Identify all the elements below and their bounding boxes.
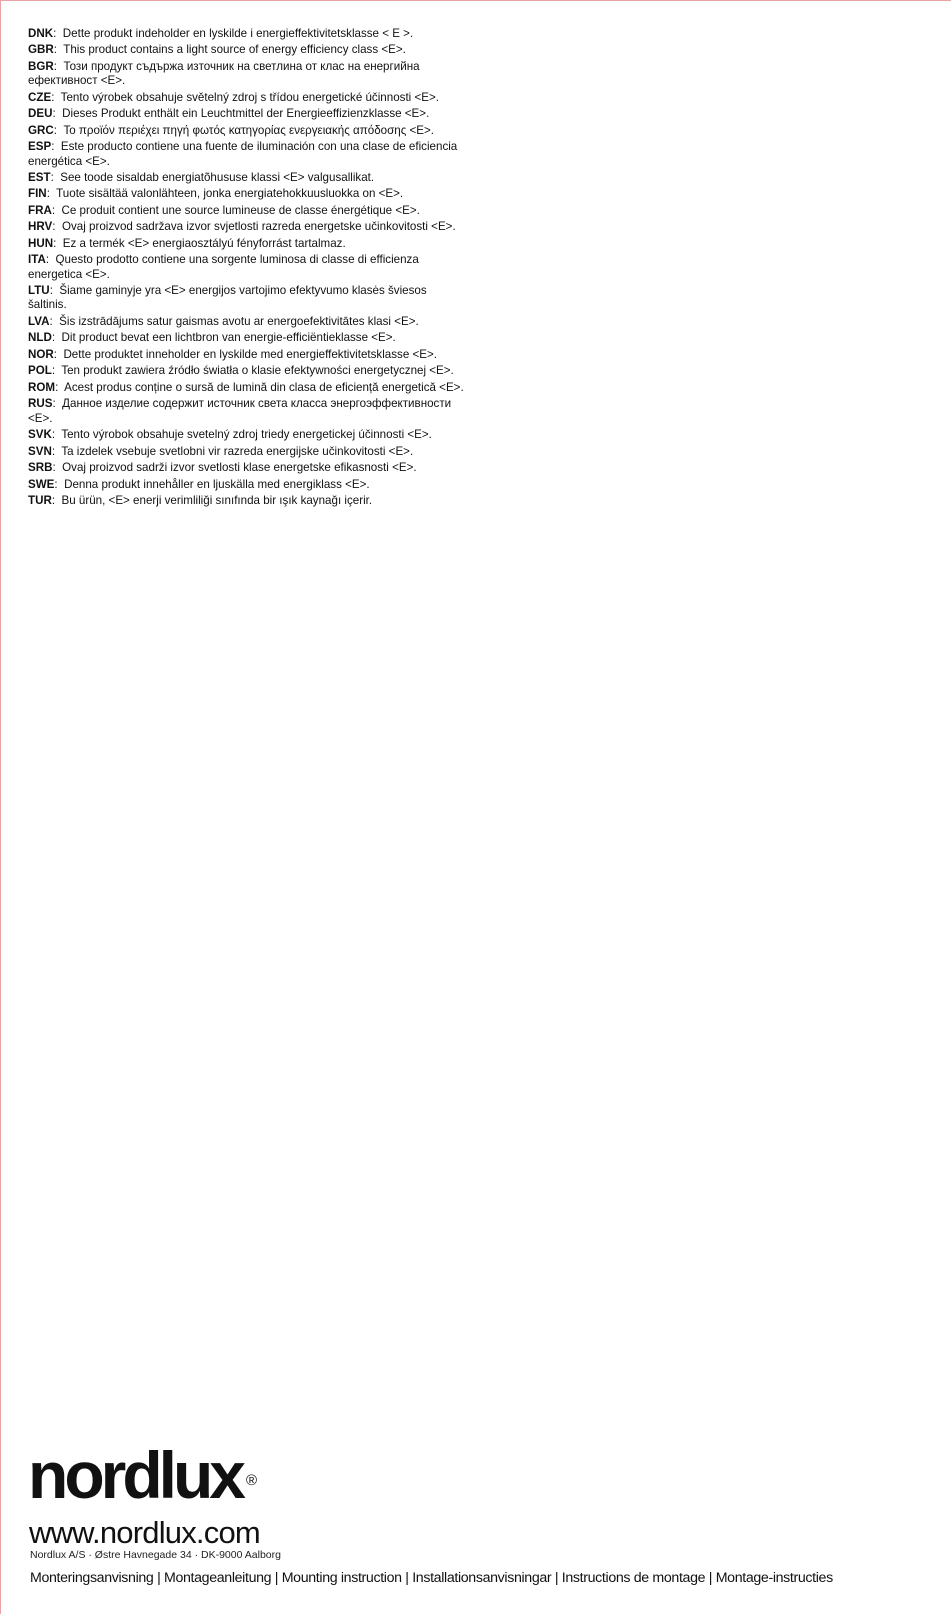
lang-separator: : xyxy=(46,187,57,201)
lang-separator: : xyxy=(53,43,64,57)
energy-class-statement-list xyxy=(28,27,468,511)
lang-separator: : xyxy=(53,347,64,361)
lang-separator: : xyxy=(52,397,63,411)
lang-entry-ita xyxy=(28,253,468,282)
nordlux-logo xyxy=(28,1438,258,1512)
registered-mark: ® xyxy=(246,1472,258,1489)
lang-code: TUR xyxy=(28,494,52,508)
lang-code: SVK xyxy=(28,428,52,442)
lang-code: LTU xyxy=(28,284,50,298)
lang-separator: : xyxy=(52,220,62,234)
lang-entry-svk xyxy=(28,428,468,442)
lang-separator: : xyxy=(52,461,63,475)
lang-entry-fin xyxy=(28,187,468,201)
nordlux-logo-block xyxy=(28,1438,258,1512)
lang-separator: : xyxy=(51,428,62,442)
lang-text: Ce produit contient une source lumineuse de classe énergétique <E>. xyxy=(61,203,420,217)
lang-text: Ovaj proizvod sadržava izvor svjetlosti razreda energetske učinkovitosti <E>. xyxy=(61,220,456,234)
lang-separator: : xyxy=(49,314,60,328)
lang-entry-hrv xyxy=(28,220,468,234)
lang-separator: : xyxy=(50,170,61,184)
lang-code: FRA xyxy=(28,203,52,217)
lang-code: ITA xyxy=(28,253,46,267)
lang-code: DNK xyxy=(28,27,54,40)
lang-code: EST xyxy=(28,170,51,184)
lang-code: ESP xyxy=(28,140,52,154)
lang-entry-lva xyxy=(28,315,468,329)
lang-text: Este producto contiene una fuente de iluminación con una clase de eficiencia energética <E>. xyxy=(28,140,458,168)
lang-code: RUS xyxy=(28,397,53,411)
lang-code: NOR xyxy=(28,347,54,361)
lang-text: Šis izstrādājums satur gaismas avotu ar energoefektivitātes klasi <E>. xyxy=(59,314,419,328)
lang-entry-srb xyxy=(28,461,468,475)
lang-entry-swe xyxy=(28,478,468,492)
lang-code: GRC xyxy=(28,123,54,137)
lang-code: GBR xyxy=(28,43,54,57)
lang-text: Ez a termék <E> energiaosztályú fényforrást tartalmaz. xyxy=(62,236,346,250)
lang-text: Ten produkt zawiera źródło światła o klasie efektywności energetycznej <E>. xyxy=(61,364,454,378)
lang-entry-ltu xyxy=(28,284,468,313)
lang-code: FIN xyxy=(28,187,47,201)
lang-separator: : xyxy=(45,253,56,267)
lang-separator: : xyxy=(54,477,65,491)
lang-entry-pol xyxy=(28,364,468,378)
lang-entry-rom xyxy=(28,381,468,395)
lang-text: This product contains a light source of energy efficiency class <E>. xyxy=(63,43,406,57)
lang-text: Šiame gaminyje yra <E> energijos vartojimo efektyvumo klasės šviesos šaltinis. xyxy=(28,284,427,312)
lang-entry-bgr xyxy=(28,60,468,89)
lang-separator: : xyxy=(53,27,63,40)
lang-text: Този продукт съдържа източник на светлина от клас на енергийна ефективност <E>. xyxy=(28,59,420,88)
lang-separator: : xyxy=(51,331,62,345)
lang-separator: : xyxy=(53,59,64,73)
lang-text: Questo prodotto contiene una sorgente luminosa di classe di efficienza energetica <E>. xyxy=(28,253,419,281)
instruction-titles: Monteringsanvisning | Montageanleitung | Mounting instruction | Installationsanvisningar | Instructions de montage | Montage-instructies xyxy=(30,1570,833,1586)
lang-separator: : xyxy=(53,123,64,137)
lang-entry-esp xyxy=(28,140,468,169)
lang-code: SRB xyxy=(28,461,53,475)
lang-text: Dit product bevat een lichtbron van energie-efficiëntieklasse <E>. xyxy=(61,331,396,345)
lang-text: Dette produktet inneholder en lyskilde med energieffektivitetsklasse <E>. xyxy=(63,347,438,361)
lang-code: ROM xyxy=(28,380,56,394)
lang-code: DEU xyxy=(28,107,53,121)
lang-code: SWE xyxy=(28,477,55,491)
lang-separator: : xyxy=(51,494,62,508)
lang-entry-tur xyxy=(28,494,468,508)
lang-entry-grc xyxy=(28,124,468,138)
lang-separator: : xyxy=(51,90,61,104)
lang-text: Tuote sisältää valonlähteen, jonka energiatehokkuusluokka on <E>. xyxy=(56,187,404,201)
lang-code: CZE xyxy=(28,90,52,104)
lang-entry-nld xyxy=(28,331,468,345)
lang-entry-hun xyxy=(28,237,468,251)
logo-wordmark: nordlux xyxy=(28,1438,242,1512)
lang-code: HRV xyxy=(28,220,53,234)
lang-entry-cze xyxy=(28,91,468,105)
lang-separator: : xyxy=(51,364,62,378)
lang-code: HUN xyxy=(28,236,54,250)
lang-separator: : xyxy=(52,107,63,121)
company-address: Nordlux A/S · Østre Havnegade 34 · DK-9000 Aalborg xyxy=(30,1549,281,1561)
lang-entry-svn xyxy=(28,445,468,459)
lang-code: BGR xyxy=(28,59,54,73)
lang-text: Denna produkt innehåller en ljuskälla med energiklass <E>. xyxy=(64,477,370,491)
lang-text: Tento výrobok obsahuje svetelný zdroj triedy energetickej účinnosti <E>. xyxy=(61,428,432,442)
website-url: www.nordlux.com xyxy=(29,1515,260,1550)
lang-text: Dette produkt indeholder en lyskilde i energieffektivitetsklasse < E >. xyxy=(62,27,414,40)
lang-code: NLD xyxy=(28,331,52,345)
lang-entry-nor xyxy=(28,348,468,362)
lang-text: Tento výrobek obsahuje světelný zdroj s třídou energetické účinnosti <E>. xyxy=(60,90,439,104)
lang-entry-est xyxy=(28,171,468,185)
lang-code: POL xyxy=(28,364,52,378)
lang-text: Данное изделие содержит источник света класса энергоэффективности <E>. xyxy=(28,397,452,425)
lang-text: Ta izdelek vsebuje svetlobni vir razreda energijske učinkovitosti <E>. xyxy=(61,444,414,458)
lang-entry-rus xyxy=(28,397,468,426)
lang-text: Ovaj proizvod sadrži izvor svetlosti klase energetske efikasnosti <E>. xyxy=(62,461,417,475)
lang-separator: : xyxy=(49,284,60,298)
lang-code: LVA xyxy=(28,314,50,328)
lang-separator: : xyxy=(55,380,65,394)
lang-separator: : xyxy=(51,444,62,458)
lang-entry-dnk xyxy=(28,27,468,41)
lang-text: Acest produs conține o sursă de lumină din clasa de eficiență energetică <E>. xyxy=(64,380,464,394)
lang-text: See toode sisaldab energiatõhususe klassi <E> valgusallikat. xyxy=(60,170,375,184)
lang-text: Το προϊόν περιέχει πηγή φωτός κατηγορίας ενεργειακής απόδοσης <E>. xyxy=(63,123,435,137)
lang-code: SVN xyxy=(28,444,52,458)
lang-entry-fra xyxy=(28,204,468,218)
lang-entry-gbr xyxy=(28,43,468,57)
lang-text: Bu ürün, <E> enerji verimliliği sınıfında bir ışık kaynağı içerir. xyxy=(61,494,373,508)
lang-separator: : xyxy=(51,203,62,217)
lang-separator: : xyxy=(51,140,61,154)
lang-text: Dieses Produkt enthält ein Leuchtmittel der Energieeffizienzklasse <E>. xyxy=(62,107,430,121)
lang-separator: : xyxy=(53,236,63,250)
lang-entry-deu xyxy=(28,107,468,121)
